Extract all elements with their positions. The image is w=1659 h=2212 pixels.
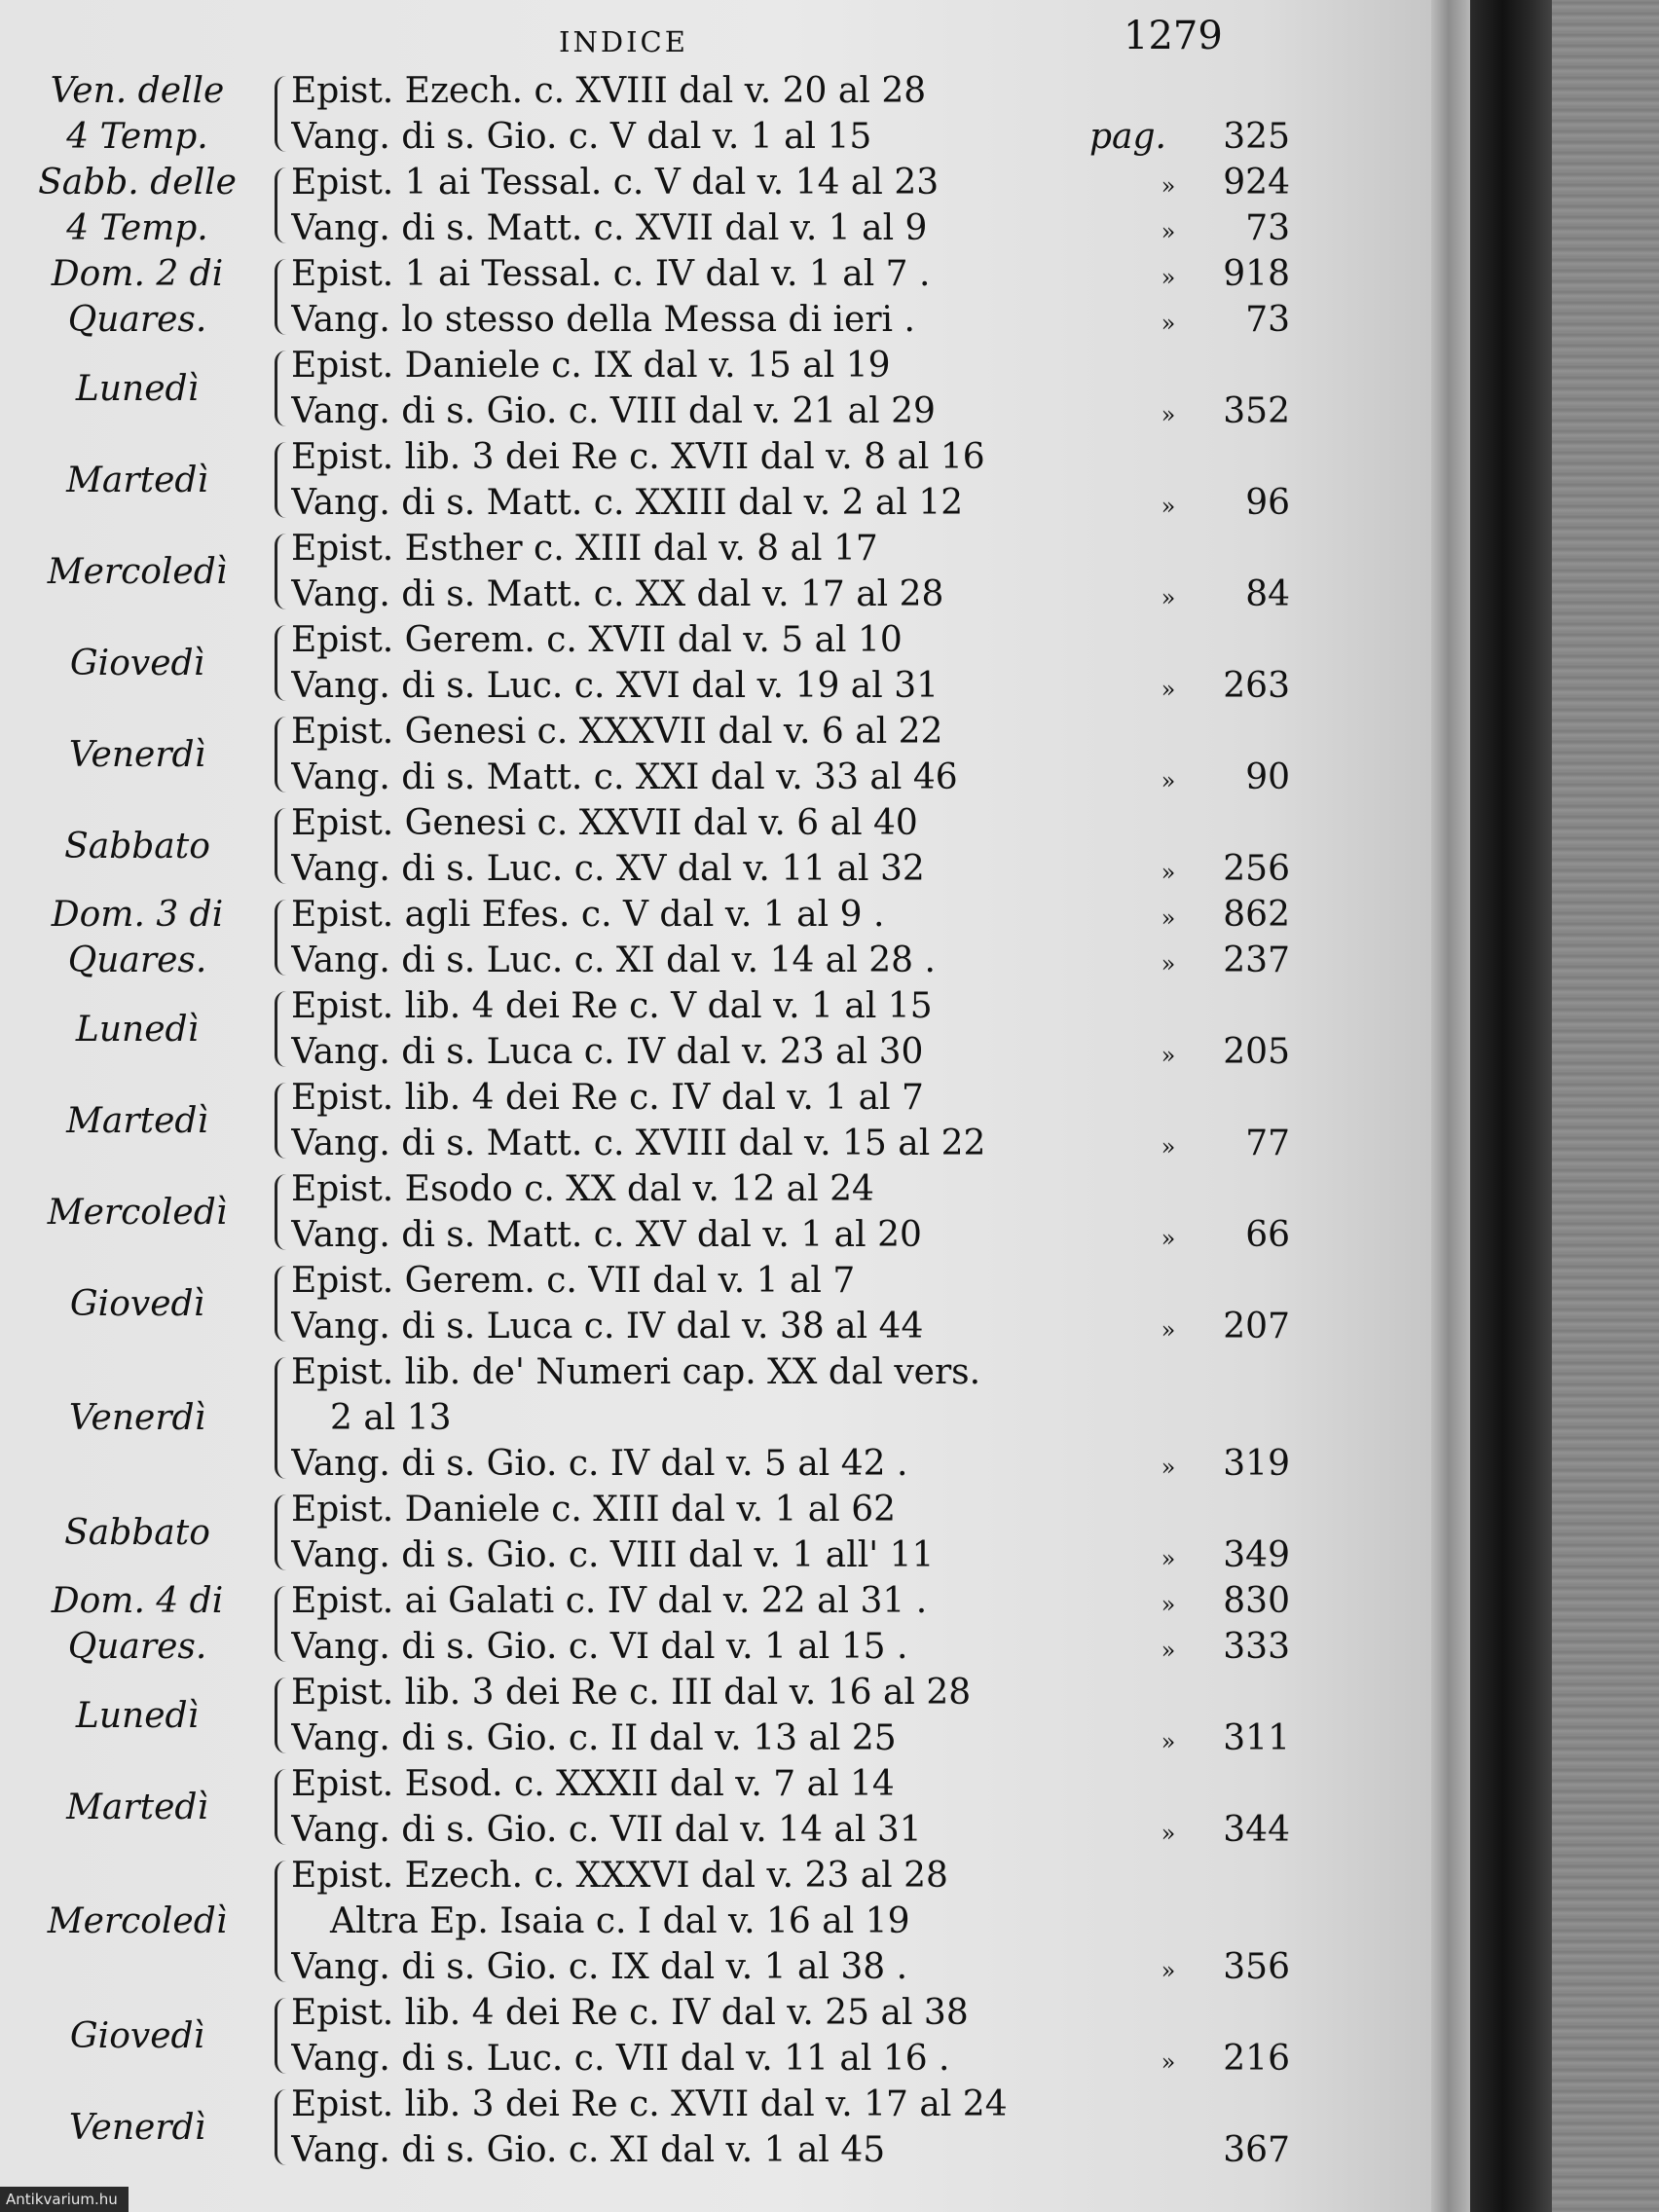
page-reference: 73 [1245, 300, 1290, 340]
index-entry [0, 709, 1431, 800]
reading-text: Epist. lib. 3 dei Re c. III dal v. 16 al 28 [291, 1673, 972, 1713]
reading-text: Epist. Esodo c. XX dal v. 12 al 24 [291, 1169, 874, 1209]
reading-line [291, 251, 1290, 297]
ditto-mark: » [1161, 264, 1176, 291]
reading-line [291, 938, 1290, 983]
reading-line [291, 983, 1245, 1029]
index-entry [0, 800, 1431, 892]
reading-lines [291, 1258, 1290, 1349]
index-entry [0, 892, 1431, 983]
day-label [0, 1166, 275, 1258]
reading-line [291, 1532, 1290, 1578]
reading-line [291, 68, 1245, 114]
page-reference: 349 [1223, 1535, 1290, 1575]
day-label [0, 892, 275, 983]
index-entry [0, 1578, 1431, 1670]
reading-lines [291, 434, 1290, 526]
reading-lines [291, 617, 1290, 709]
brace [275, 1083, 291, 1159]
day-label-line: Martedì [66, 1100, 208, 1141]
reading-line [291, 1075, 1245, 1121]
ditto-mark: » [1161, 401, 1176, 428]
reading-line [291, 755, 1290, 800]
index-entry [0, 1487, 1431, 1578]
reading-line [291, 1899, 1245, 1944]
page-reference: 263 [1223, 666, 1290, 706]
reading-text: Epist. Genesi c. XXXVII dal v. 6 al 22 [291, 712, 943, 752]
brace [275, 1677, 291, 1753]
brace [275, 1861, 291, 1982]
brace [275, 1357, 291, 1479]
reading-text: Vang. di s. Luc. c. XVI dal v. 19 al 31 [291, 666, 940, 706]
reading-text: Vang. di s. Gio. c. VII dal v. 14 al 31 [291, 1810, 922, 1850]
reading-line [291, 1944, 1290, 1990]
reading-line [291, 1990, 1245, 2036]
reading-text: Epist. lib. 4 dei Re c. IV dal v. 25 al 38 [291, 1993, 969, 2033]
day-label [0, 434, 275, 526]
index-entry [0, 68, 1431, 160]
reading-lines [291, 160, 1290, 251]
page-reference: 352 [1223, 391, 1290, 431]
day-label [0, 1258, 275, 1349]
reading-text: Epist. Daniele c. XIII dal v. 1 al 62 [291, 1490, 897, 1530]
index-entry [0, 2082, 1431, 2173]
day-label-line: Giovedì [69, 2015, 205, 2056]
day-label [0, 160, 275, 251]
reading-line [291, 160, 1290, 205]
reading-text: Vang. di s. Matt. c. XX dal v. 17 al 28 [291, 574, 944, 614]
day-label-line: Lunedì [75, 1695, 200, 1736]
reading-text: 2 al 13 [330, 1398, 452, 1438]
reading-line [291, 2036, 1290, 2082]
day-label [0, 2082, 275, 2173]
brace [275, 1998, 291, 2074]
brace [275, 167, 291, 243]
index-entry [0, 1166, 1431, 1258]
reading-text: Epist. lib. 3 dei Re c. XVII dal v. 8 al 16 [291, 437, 985, 477]
day-label-line: Sabb. delle [38, 163, 237, 203]
reading-line [291, 1349, 1245, 1395]
reading-text: Epist. lib. 4 dei Re c. V dal v. 1 al 15 [291, 986, 933, 1026]
day-label-line: Lunedì [75, 1009, 200, 1050]
index-entry [0, 983, 1431, 1075]
reading-text: Epist. lib. de' Numeri cap. XX dal vers. [291, 1352, 981, 1392]
reading-lines [291, 892, 1290, 983]
day-label [0, 526, 275, 617]
page-gutter [1431, 0, 1470, 2212]
page-reference: 73 [1245, 208, 1290, 248]
reading-line [291, 1578, 1290, 1624]
reading-line [291, 1761, 1245, 1807]
day-label [0, 617, 275, 709]
day-label [0, 1487, 275, 1578]
reading-line [291, 1029, 1290, 1075]
reading-line [291, 1670, 1245, 1715]
ditto-mark: » [1161, 218, 1176, 245]
page-reference: 830 [1223, 1581, 1290, 1621]
ditto-mark: » [1161, 1454, 1176, 1481]
brace [275, 259, 291, 335]
day-label-line: Quares. [67, 1627, 207, 1667]
page-reference: 77 [1245, 1124, 1290, 1163]
reading-text: Epist. 1 ai Tessal. c. IV dal v. 1 al 7 . [291, 254, 931, 294]
reading-text: Epist. Gerem. c. XVII dal v. 5 al 10 [291, 620, 903, 660]
reading-lines [291, 709, 1290, 800]
page-reference: 367 [1223, 2130, 1290, 2170]
day-label-line: Martedì [66, 460, 208, 500]
day-label-line: Lunedì [75, 368, 200, 409]
reading-text: Vang. di s. Matt. c. XVIII dal v. 15 al 22 [291, 1124, 986, 1163]
reading-line [291, 1441, 1290, 1487]
reading-text: Epist. Ezech. c. XXXVI dal v. 23 al 28 [291, 1856, 948, 1896]
ditto-mark: » [1161, 1133, 1176, 1161]
index-entry [0, 251, 1431, 343]
brace [275, 808, 291, 884]
page-reference: 862 [1223, 895, 1290, 935]
reading-line [291, 480, 1290, 526]
reading-text: Vang. di s. Gio. c. V dal v. 1 al 15 [291, 117, 872, 157]
watermark: Antikvarium.hu [0, 2187, 129, 2212]
day-label-line: Dom. 2 di [51, 254, 224, 294]
ditto-mark: » [1161, 1820, 1176, 1847]
reading-line [291, 1121, 1290, 1166]
page-reference: 96 [1245, 483, 1290, 523]
reading-line [291, 526, 1245, 571]
day-label-line: Mercoledì [47, 551, 228, 592]
book-spine [1470, 0, 1552, 2212]
reading-text: Vang. di s. Gio. c. VIII dal v. 21 al 29 [291, 391, 936, 431]
day-label-line: Venerdì [68, 2107, 206, 2148]
brace [275, 625, 291, 701]
ditto-mark: » [1161, 1545, 1176, 1572]
day-label [0, 1761, 275, 1853]
reading-lines [291, 1853, 1290, 1990]
day-label-line: Ven. delle [50, 71, 225, 111]
day-label [0, 1075, 275, 1166]
reading-lines [291, 1487, 1290, 1578]
day-label [0, 983, 275, 1075]
ditto-mark: » [1161, 584, 1176, 611]
reading-lines [291, 983, 1290, 1075]
index-entry [0, 1761, 1431, 1853]
day-label [0, 251, 275, 343]
brace [275, 1174, 291, 1250]
brace [275, 1586, 291, 1662]
spine-edge [1552, 0, 1659, 2212]
reading-text: Epist. Genesi c. XXVII dal v. 6 al 40 [291, 803, 918, 843]
ditto-mark: » [1161, 1316, 1176, 1344]
reading-text: Epist. ai Galati c. IV dal v. 22 al 31 . [291, 1581, 928, 1621]
reading-lines [291, 343, 1290, 434]
ditto-mark: » [1161, 767, 1176, 794]
index-entry [0, 1075, 1431, 1166]
brace [275, 534, 291, 609]
reading-line [291, 2127, 1290, 2173]
day-label-line: Sabbato [64, 1512, 210, 1553]
reading-line [291, 1212, 1290, 1258]
reading-lines [291, 1670, 1290, 1761]
reading-line [291, 2082, 1245, 2127]
reading-line [291, 800, 1245, 846]
page-reference: 66 [1245, 1215, 1290, 1255]
reading-lines [291, 1166, 1290, 1258]
day-label-line: 4 Temp. [66, 208, 208, 248]
reading-lines [291, 1761, 1290, 1853]
index-entry [0, 343, 1431, 434]
page-reference: 216 [1223, 2039, 1290, 2079]
ditto-mark: » [1161, 676, 1176, 703]
brace [275, 1769, 291, 1845]
reading-lines [291, 526, 1290, 617]
reading-text: Vang. di s. Luca c. IV dal v. 38 al 44 [291, 1307, 924, 1346]
reading-line [291, 434, 1245, 480]
reading-text: Vang. di s. Luca c. IV dal v. 23 al 30 [291, 1032, 924, 1072]
ditto-mark: » [1161, 859, 1176, 886]
page-reference: 344 [1223, 1810, 1290, 1850]
day-label-line: 4 Temp. [66, 117, 208, 157]
page-reference: 256 [1223, 849, 1290, 889]
index-entry [0, 526, 1431, 617]
reading-text: Vang. di s. Luc. c. XI dal v. 14 al 28 . [291, 940, 936, 980]
reading-text: Epist. 1 ai Tessal. c. V dal v. 14 al 23 [291, 163, 940, 203]
day-label [0, 709, 275, 800]
reading-line [291, 617, 1245, 663]
ditto-mark: » [1161, 2048, 1176, 2076]
ditto-mark: » [1161, 1637, 1176, 1664]
ditto-mark: » [1161, 1042, 1176, 1069]
reading-line [291, 205, 1290, 251]
reading-text: Vang. di s. Gio. c. VI dal v. 1 al 15 . [291, 1627, 908, 1667]
day-label-line: Giovedì [69, 1283, 205, 1324]
page-reference: 84 [1245, 574, 1290, 614]
day-label [0, 1990, 275, 2082]
ditto-mark: » [1161, 1957, 1176, 1984]
page-reference: 90 [1245, 757, 1290, 797]
brace [275, 991, 291, 1067]
reading-lines [291, 800, 1290, 892]
index-entry [0, 617, 1431, 709]
day-label [0, 1670, 275, 1761]
ditto-mark: » [1161, 1728, 1176, 1755]
page-reference: 924 [1223, 163, 1290, 203]
reading-lines [291, 1075, 1290, 1166]
ditto-mark: » [1161, 950, 1176, 977]
index-entry [0, 1990, 1431, 2082]
page-reference: 333 [1223, 1627, 1290, 1667]
ditto-mark: » [1161, 172, 1176, 200]
reading-text: Epist. Gerem. c. VII dal v. 1 al 7 [291, 1261, 856, 1301]
ditto-mark: » [1161, 1225, 1176, 1252]
brace [275, 2089, 291, 2165]
day-label [0, 1349, 275, 1487]
ditto-mark: » [1161, 310, 1176, 337]
reading-line [291, 663, 1290, 709]
page-reference: 918 [1223, 254, 1290, 294]
day-label-line: Dom. 3 di [51, 895, 224, 935]
reading-text: Vang. di s. Matt. c. XV dal v. 1 al 20 [291, 1215, 922, 1255]
day-label [0, 800, 275, 892]
reading-line [291, 388, 1290, 434]
reading-lines [291, 2082, 1290, 2173]
index-entry [0, 434, 1431, 526]
reading-text: Epist. Daniele c. IX dal v. 15 al 19 [291, 346, 891, 386]
brace [275, 1266, 291, 1342]
day-label [0, 1853, 275, 1990]
pag-label: pag. [1089, 117, 1166, 157]
day-label-line: Mercoledì [47, 1192, 228, 1233]
reading-line [291, 1853, 1245, 1899]
brace [275, 76, 291, 152]
day-label-line: Venerdì [68, 734, 206, 775]
reading-line [291, 1258, 1245, 1304]
reading-text: Epist. Esod. c. XXXII dal v. 7 al 14 [291, 1764, 895, 1804]
day-label-line: Venerdì [68, 1398, 206, 1438]
page-number: 1279 [1124, 14, 1223, 58]
reading-text: Epist. lib. 3 dei Re c. XVII dal v. 17 al 24 [291, 2084, 1008, 2124]
reading-line [291, 343, 1245, 388]
reading-lines [291, 1349, 1290, 1487]
reading-line [291, 1487, 1245, 1532]
reading-text: Vang. di s. Gio. c. XI dal v. 1 al 45 [291, 2130, 886, 2170]
page-reference: 311 [1223, 1718, 1290, 1758]
brace [275, 1494, 291, 1570]
day-label-line: Martedì [66, 1787, 208, 1827]
index-entry [0, 1853, 1431, 1990]
brace [275, 350, 291, 426]
reading-text: Vang. di s. Luc. c. XV dal v. 11 al 32 [291, 849, 925, 889]
page-reference: 237 [1223, 940, 1290, 980]
reading-line [291, 1715, 1290, 1761]
reading-text: Epist. Esther c. XIII dal v. 8 al 17 [291, 529, 878, 569]
index-table [0, 68, 1431, 2173]
reading-text: Epist. Ezech. c. XVIII dal v. 20 al 28 [291, 71, 927, 111]
reading-line [291, 297, 1290, 343]
page-reference: 319 [1223, 1444, 1290, 1484]
reading-lines [291, 251, 1290, 343]
reading-lines [291, 1578, 1290, 1670]
page-header [0, 14, 1431, 64]
index-entry [0, 1258, 1431, 1349]
day-label-line: Quares. [67, 300, 207, 340]
day-label-line: Dom. 4 di [51, 1581, 224, 1621]
day-label-line: Giovedì [69, 643, 205, 683]
ditto-mark: » [1161, 904, 1176, 932]
reading-line [291, 892, 1290, 938]
day-label-line: Sabbato [64, 826, 210, 866]
reading-line [291, 1807, 1290, 1853]
reading-text: Vang. di s. Luc. c. VII dal v. 11 al 16 . [291, 2039, 950, 2079]
page-reference: 207 [1223, 1307, 1290, 1346]
index-entry [0, 1670, 1431, 1761]
reading-line [291, 1166, 1245, 1212]
day-label [0, 343, 275, 434]
reading-text: Vang. di s. Gio. c. VIII dal v. 1 all' 11 [291, 1535, 935, 1575]
reading-text: Vang. di s. Matt. c. XXIII dal v. 2 al 12 [291, 483, 964, 523]
reading-line [291, 846, 1290, 892]
index-entry [0, 1349, 1431, 1487]
page-reference: 356 [1223, 1947, 1290, 1987]
reading-line [291, 1624, 1290, 1670]
brace [275, 900, 291, 976]
day-label [0, 68, 275, 160]
reading-text: Epist. agli Efes. c. V dal v. 1 al 9 . [291, 895, 885, 935]
day-label-line: Quares. [67, 940, 207, 980]
reading-text: Vang. di s. Matt. c. XVII dal v. 1 al 9 [291, 208, 928, 248]
reading-text: Epist. lib. 4 dei Re c. IV dal v. 1 al 7 [291, 1078, 924, 1118]
reading-text: Vang. di s. Matt. c. XXI dal v. 33 al 46 [291, 757, 958, 797]
reading-line [291, 1395, 1245, 1441]
reading-lines [291, 68, 1290, 160]
reading-text: Vang. di s. Gio. c. IV dal v. 5 al 42 . [291, 1444, 908, 1484]
day-label [0, 1578, 275, 1670]
reading-line [291, 709, 1245, 755]
day-label-line: Mercoledì [47, 1901, 228, 1941]
page-reference: 205 [1223, 1032, 1290, 1072]
brace [275, 717, 291, 793]
reading-text: Vang. lo stesso della Messa di ieri . [291, 300, 915, 340]
page-reference: 325 [1223, 117, 1290, 157]
reading-text: Vang. di s. Gio. c. IX dal v. 1 al 38 . [291, 1947, 908, 1987]
reading-line [291, 114, 1290, 160]
reading-lines [291, 1990, 1290, 2082]
ditto-mark: » [1161, 1591, 1176, 1618]
reading-line [291, 1304, 1290, 1349]
reading-line [291, 571, 1290, 617]
running-head: INDICE [559, 25, 688, 58]
index-entry [0, 160, 1431, 251]
reading-text: Altra Ep. Isaia c. I dal v. 16 al 19 [330, 1901, 910, 1941]
reading-text: Vang. di s. Gio. c. II dal v. 13 al 25 [291, 1718, 897, 1758]
ditto-mark: » [1161, 493, 1176, 520]
brace [275, 442, 291, 518]
